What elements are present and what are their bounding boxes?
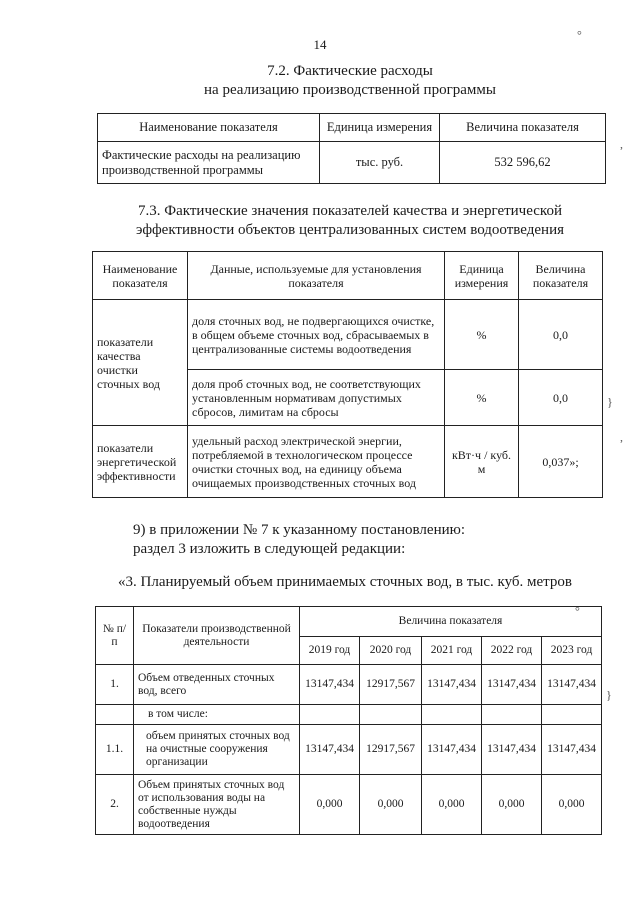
row-number: 1.1. bbox=[96, 725, 134, 775]
header-indicator-name: Наименование показателя bbox=[93, 252, 188, 300]
header-year: 2021 год bbox=[422, 637, 482, 665]
cell-value: 13147,434 bbox=[422, 665, 482, 705]
scan-mark: } bbox=[607, 395, 613, 409]
cell-value bbox=[542, 705, 602, 725]
cell-value bbox=[300, 705, 360, 725]
scan-mark: , bbox=[620, 137, 623, 151]
quality-data-1: доля сточных вод, не подвергающихся очистке, в общем объеме сточных вод, сбрасываемых в централизованные системы водоотведения bbox=[188, 300, 445, 370]
scan-mark: } bbox=[606, 688, 612, 702]
group-energy: показатели энергетической эффективности bbox=[93, 426, 188, 498]
cell-value: 0,000 bbox=[422, 775, 482, 835]
table-row bbox=[96, 705, 602, 725]
cell-value: 13147,434 bbox=[422, 725, 482, 775]
quality-unit-1: % bbox=[445, 300, 519, 370]
table-row bbox=[96, 725, 602, 775]
section-3-title: «3. Планируемый объем принимаемых сточных вод, в тыс. куб. метров bbox=[118, 574, 572, 590]
table-row bbox=[96, 775, 602, 835]
cell-value bbox=[422, 705, 482, 725]
cell-value: 0,000 bbox=[300, 775, 360, 835]
quality-table bbox=[92, 251, 603, 498]
amendment-line1: 9) в приложении № 7 к указанному постановлению: bbox=[133, 522, 465, 538]
cell-value: 12917,567 bbox=[360, 665, 422, 705]
header-number: № п/п bbox=[96, 607, 134, 665]
amendment-line2: раздел 3 изложить в следующей редакции: bbox=[133, 541, 406, 557]
expenses-value: 532 596,62 bbox=[440, 142, 606, 184]
header-year: 2020 год bbox=[360, 637, 422, 665]
group-quality: показатели качества очистки сточных вод bbox=[93, 300, 188, 426]
amendment-text bbox=[133, 521, 613, 559]
page-number: 14 bbox=[313, 37, 327, 52]
header-value: Величина показателя bbox=[300, 607, 602, 637]
section-7-3-title bbox=[90, 202, 610, 240]
scan-mark: ° bbox=[575, 604, 580, 618]
header-year: 2019 год bbox=[300, 637, 360, 665]
row-number: 2. bbox=[96, 775, 134, 835]
cell-value: 12917,567 bbox=[360, 725, 422, 775]
table-row bbox=[96, 665, 602, 705]
scan-mark: , bbox=[620, 430, 623, 444]
expenses-name: Фактические расходы на реализацию производственной программы bbox=[98, 142, 320, 184]
energy-value: 0,037»; bbox=[519, 426, 603, 498]
header-unit: Единица измерения bbox=[320, 114, 440, 142]
header-year: 2022 год bbox=[482, 637, 542, 665]
header-year: 2023 год bbox=[542, 637, 602, 665]
cell-value: 13147,434 bbox=[300, 725, 360, 775]
section-7-2-title bbox=[100, 62, 600, 100]
header-indicator: Показатели производственной деятельности bbox=[134, 607, 300, 665]
header-data: Данные, используемые для установления показателя bbox=[188, 252, 445, 300]
expenses-unit: тыс. руб. bbox=[320, 142, 440, 184]
row-name: в том числе: bbox=[134, 705, 300, 725]
quality-unit-2: % bbox=[445, 370, 519, 426]
row-name: объем принятых сточных вод на очистные сооружения организации bbox=[134, 725, 300, 775]
wastewater-volume-table bbox=[95, 606, 602, 835]
row-name: Объем отведенных сточных вод, всего bbox=[134, 665, 300, 705]
cell-value: 13147,434 bbox=[542, 665, 602, 705]
cell-value bbox=[482, 705, 542, 725]
cell-value: 0,000 bbox=[360, 775, 422, 835]
section-7-2-title-line2: на реализацию производственной программы bbox=[204, 82, 496, 98]
section-7-3-title-line1: 7.3. Фактические значения показателей качества и энергетической bbox=[138, 203, 562, 219]
header-value: Величина показателя bbox=[440, 114, 606, 142]
row-number bbox=[96, 705, 134, 725]
cell-value: 13147,434 bbox=[542, 725, 602, 775]
cell-value: 13147,434 bbox=[300, 665, 360, 705]
row-number: 1. bbox=[96, 665, 134, 705]
row-name: Объем принятых сточных вод от использования воды на собственные нужды водоотведения bbox=[134, 775, 300, 835]
expenses-table bbox=[97, 113, 606, 184]
header-indicator-name: Наименование показателя bbox=[98, 114, 320, 142]
cell-value: 0,000 bbox=[482, 775, 542, 835]
header-value: Величина показателя bbox=[519, 252, 603, 300]
section-7-2-title-line1: 7.2. Фактические расходы bbox=[267, 63, 433, 79]
cell-value: 13147,434 bbox=[482, 665, 542, 705]
cell-value: 13147,434 bbox=[482, 725, 542, 775]
quality-data-2: доля проб сточных вод, не соответствующих установленным нормативам допустимых сбросов, лимитам на сбросы bbox=[188, 370, 445, 426]
header-unit: Единица измерения bbox=[445, 252, 519, 300]
scan-mark: ° bbox=[577, 28, 582, 42]
cell-value bbox=[360, 705, 422, 725]
energy-unit: кВт·ч / куб. м bbox=[445, 426, 519, 498]
energy-data: удельный расход электрической энергии, потребляемой в технологическом процессе очистки сточных вод, на единицу объема очищаемых производственных сточных вод bbox=[188, 426, 445, 498]
quality-value-1: 0,0 bbox=[519, 300, 603, 370]
section-7-3-title-line2: эффективности объектов централизованных систем водоотведения bbox=[135, 222, 564, 238]
quality-value-2: 0,0 bbox=[519, 370, 603, 426]
cell-value: 0,000 bbox=[542, 775, 602, 835]
